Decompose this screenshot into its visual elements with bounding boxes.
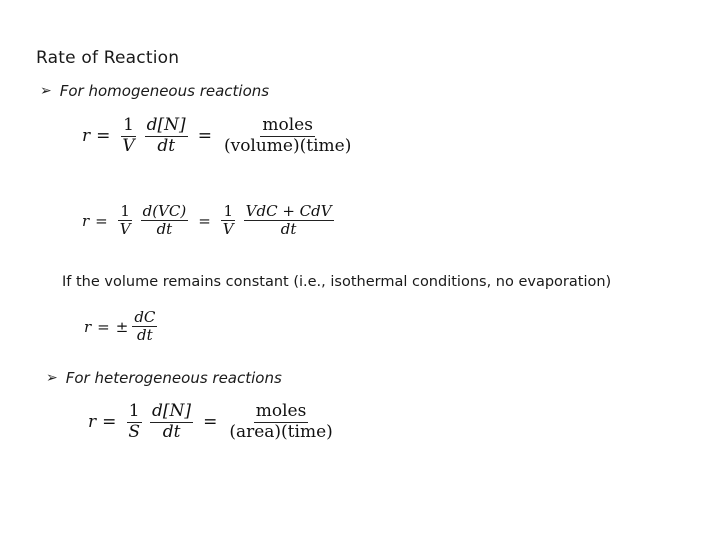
- eq4-f1-num: 1: [128, 401, 140, 421]
- eq4-fraction-1: [126, 402, 142, 442]
- eq1-f2-num: d[N]: [146, 115, 186, 135]
- eq4-f3-num: moles: [255, 401, 307, 421]
- eq2-fraction-3: [221, 203, 236, 239]
- eq4-f3-den: (area)(time): [229, 421, 333, 442]
- eq1-f3-num: moles: [262, 115, 313, 135]
- eq3-f1-den: dt: [137, 326, 153, 345]
- equation-rate-constant-volume: [84, 309, 161, 345]
- equation-rate-heterogeneous: [88, 402, 339, 442]
- eq2-f4-num: VdC + CdV: [245, 202, 332, 220]
- eq4-fraction-2: [150, 402, 193, 442]
- equation-rate-homogeneous: [82, 116, 357, 156]
- eq3-plus-minus: ±: [115, 317, 129, 336]
- bullet-heterogeneous-text: For heterogeneous reactions: [65, 369, 282, 387]
- eq4-fraction-3: [227, 402, 334, 442]
- eq1-f1-den: V: [122, 135, 135, 156]
- eq1-lhs: r: [82, 126, 91, 147]
- eq3-fraction-1: [132, 309, 157, 345]
- eq1-fraction-2: [145, 116, 188, 156]
- eq2-equals-1: =: [95, 211, 108, 230]
- eq4-lhs: r: [88, 412, 97, 433]
- eq4-f2-den: dt: [162, 421, 181, 442]
- eq2-f1-den: V: [119, 220, 131, 239]
- eq1-equals-1: =: [96, 126, 111, 147]
- eq4-f1-den: S: [128, 421, 141, 442]
- eq2-f3-num: 1: [223, 202, 233, 220]
- eq1-f1-num: 1: [123, 115, 134, 135]
- eq2-f3-den: V: [222, 220, 234, 239]
- eq3-lhs: r: [84, 317, 92, 336]
- eq4-f2-num: d[N]: [152, 401, 192, 421]
- bullet-heterogeneous: [46, 369, 282, 387]
- eq2-f1-num: 1: [120, 202, 130, 220]
- eq3-equals: =: [97, 317, 110, 336]
- arrow-bullet-icon: ➢: [46, 370, 58, 386]
- eq1-fraction-1: [120, 116, 136, 156]
- eq1-f3-den: (volume)(time): [223, 135, 352, 156]
- eq2-f4-den: dt: [280, 220, 297, 239]
- eq2-fraction-1: [118, 203, 133, 239]
- eq1-f2-den: dt: [157, 135, 176, 156]
- eq2-f2-den: dt: [156, 220, 173, 239]
- eq2-equals-2: =: [198, 211, 211, 230]
- equation-rate-expanded: [82, 203, 338, 239]
- eq1-fraction-3: [222, 116, 353, 156]
- bullet-homogeneous: [40, 82, 269, 100]
- eq2-f2-num: d(VC): [142, 202, 187, 220]
- eq4-equals-2: =: [203, 412, 218, 433]
- eq2-fraction-2: [141, 203, 189, 239]
- eq1-equals-2: =: [197, 126, 212, 147]
- bullet-homogeneous-text: For homogeneous reactions: [59, 82, 270, 100]
- eq4-equals-1: =: [102, 412, 117, 433]
- eq2-fraction-4: [244, 203, 334, 239]
- eq3-f1-num: dC: [134, 308, 156, 326]
- eq2-lhs: r: [82, 211, 90, 230]
- arrow-bullet-icon: ➢: [40, 83, 52, 99]
- slide-title: Rate of Reaction: [36, 48, 180, 68]
- constant-volume-note: If the volume remains constant (i.e., isothermal conditions, no evaporation): [62, 274, 612, 290]
